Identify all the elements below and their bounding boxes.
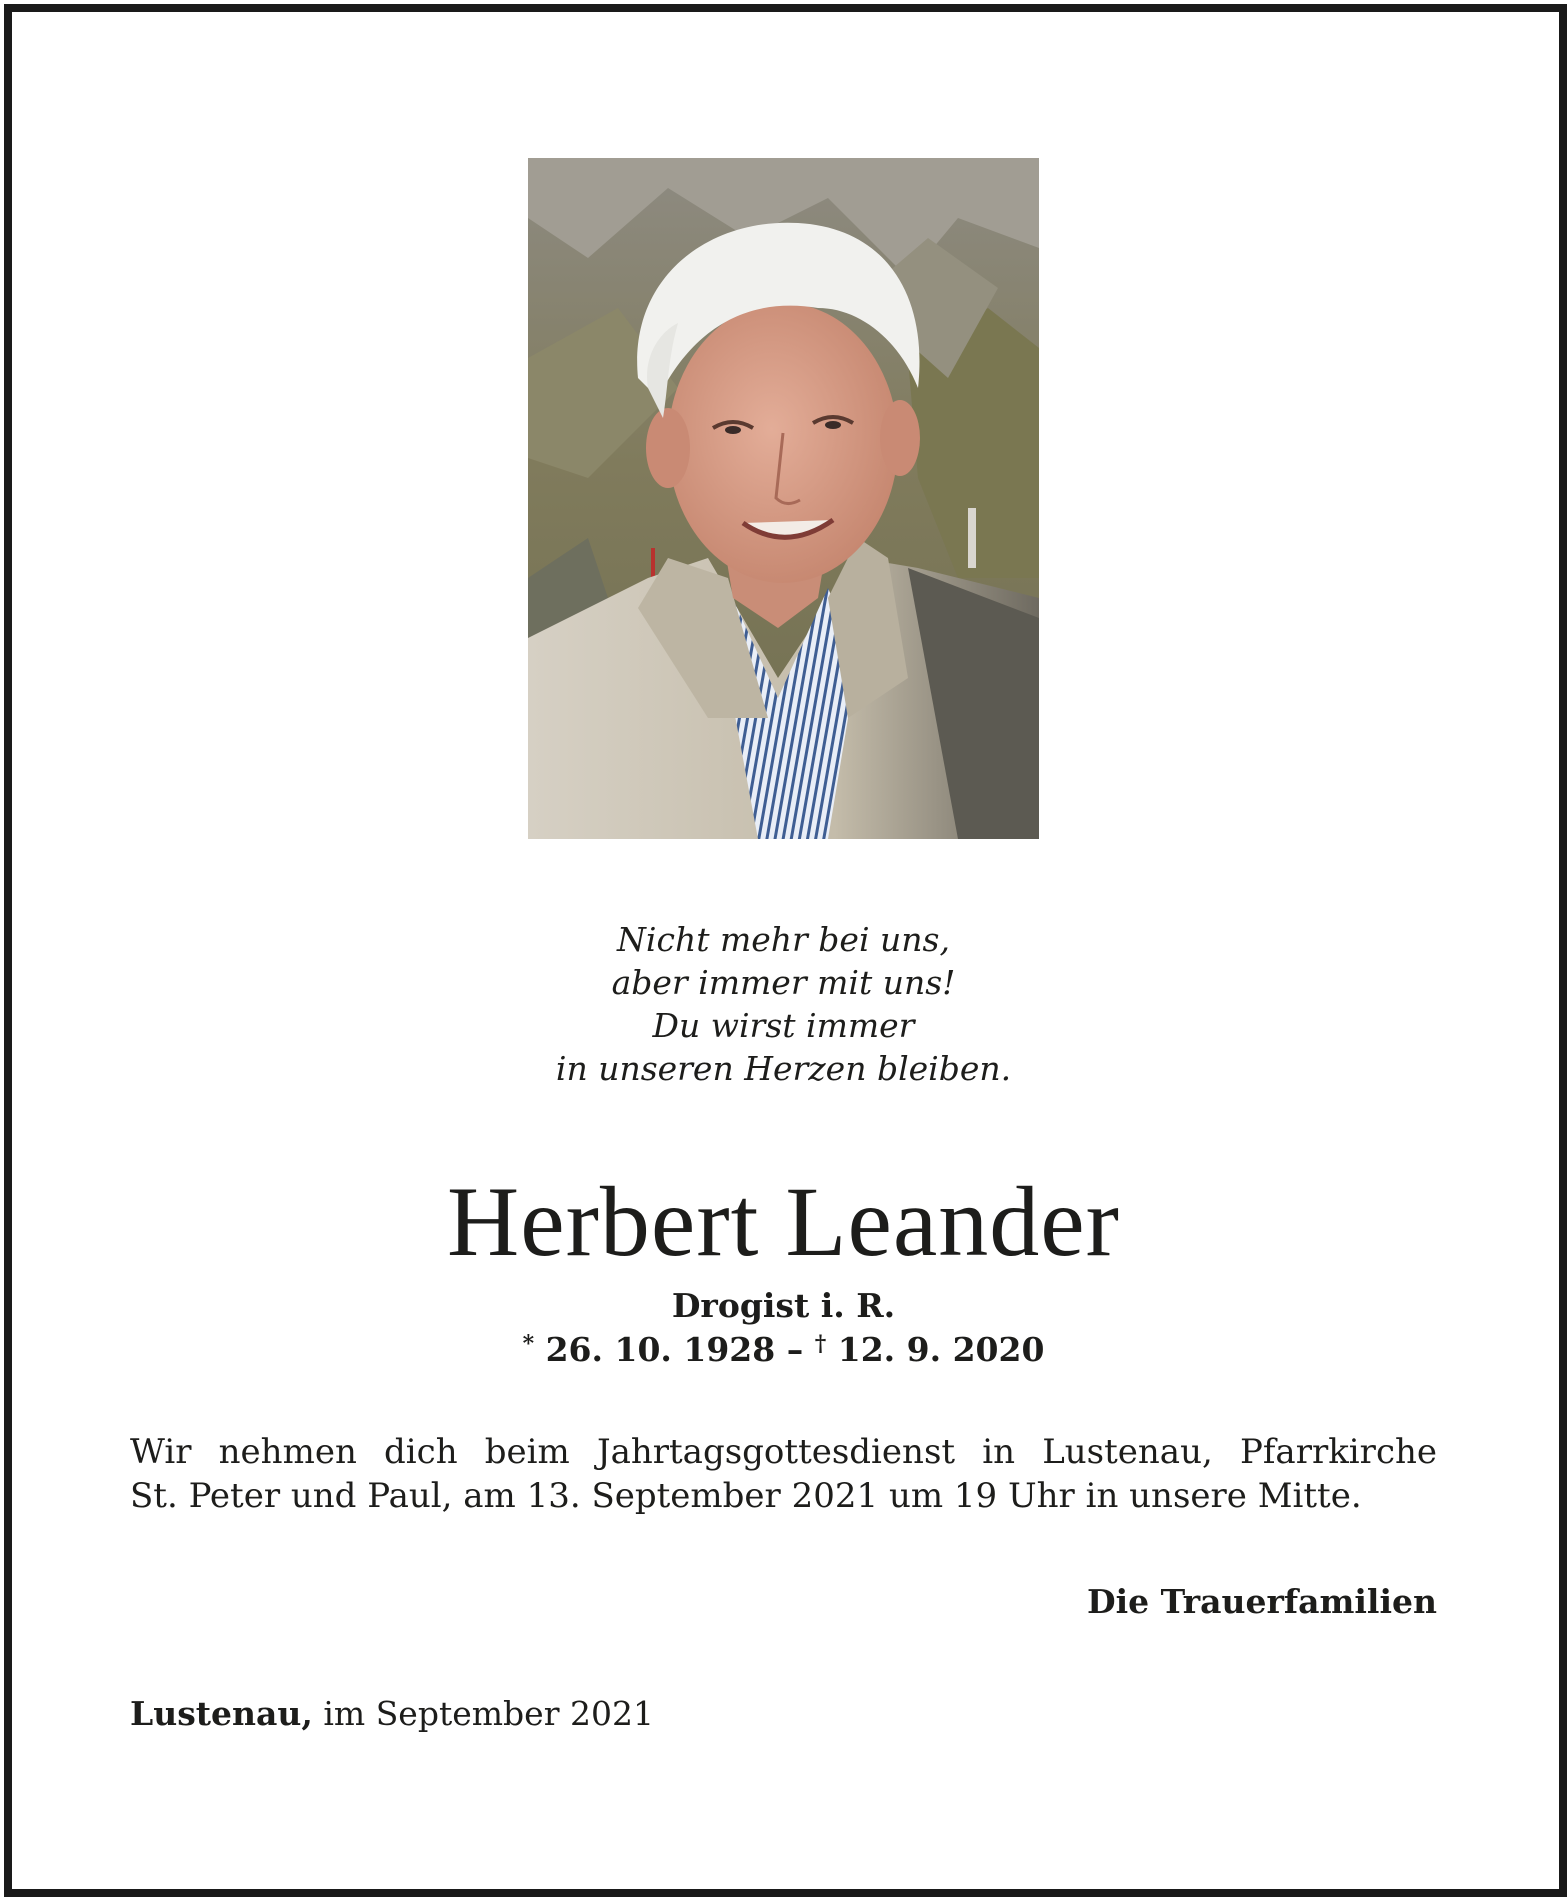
signature: Die Trauerfamilien — [1086, 1582, 1437, 1621]
deceased-name: Herbert Leander — [447, 1166, 1120, 1277]
announcement-line-2: St. Peter und Paul, am 13. September 2021 um 19 Uhr in unsere Mitte. — [130, 1476, 1362, 1516]
date: im September 2021 — [312, 1694, 654, 1733]
death-date: 12. 9. 2020 — [837, 1330, 1045, 1369]
announcement-text — [130, 1430, 1437, 1518]
poem-line: Nicht mehr bei uns, — [617, 920, 950, 959]
portrait-illustration — [528, 158, 1039, 839]
poem-line: Du wirst immer — [652, 1006, 915, 1045]
birth-date: 26. 10. 1928 — [545, 1330, 776, 1369]
life-dates — [300, 1328, 1267, 1372]
place-and-date — [130, 1692, 654, 1736]
memorial-poem — [300, 918, 1267, 1090]
poem-line: in unseren Herzen bleiben. — [555, 1049, 1012, 1088]
portrait-photo — [528, 158, 1039, 839]
birth-symbol: * — [522, 1331, 535, 1357]
death-symbol: † — [814, 1331, 827, 1357]
deceased-occupation: Drogist i. R. — [671, 1286, 896, 1325]
announcement-line-1: Wir nehmen dich beim Jahrtagsgottesdienst in Lustenau, Pfarrkirche — [130, 1432, 1437, 1472]
date-separator: – — [775, 1330, 815, 1369]
place: Lustenau, — [130, 1694, 313, 1733]
poem-line: aber immer mit uns! — [611, 963, 956, 1002]
